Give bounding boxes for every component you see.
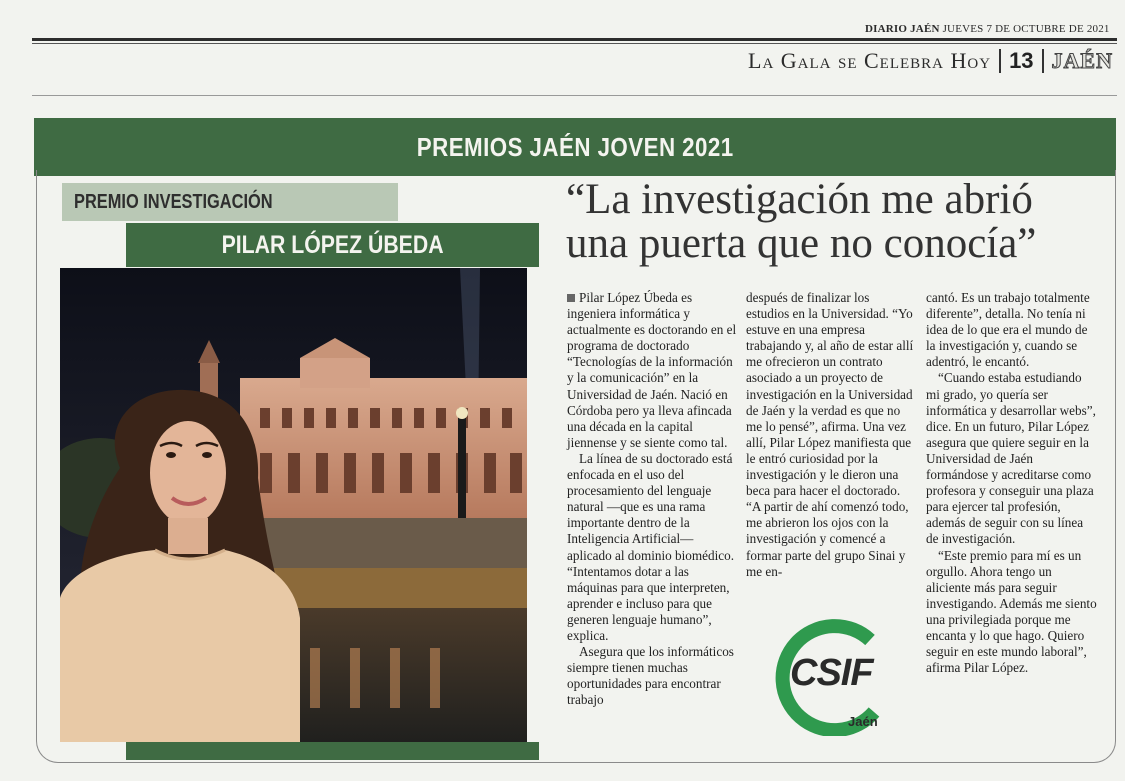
section-title: La Gala se Celebra Hoy — [748, 48, 992, 73]
page-number: 13 — [1009, 48, 1034, 73]
header-bottom-rule — [32, 95, 1117, 96]
paragraph: después de finalizar los estudios en la Universidad. “Yo estuve en una empresa trabajando y, al año de estar allí me ofrecieron un contrato asociado a un proyecto de investigación en la Universidad de Jaén y la verdad es que no me lo pensé”, afirma. Una vez allí, Pilar López manifiesta que le entró curiosidad por la investigación y le dieron una beca para hacer el doctorado. “A partir de ahí comenzó todo, me abrieron los ojos con la investigación y comencé a formar parte del grupo Sinai y me en- — [746, 290, 914, 579]
award-category: PREMIO INVESTIGACIÓN — [74, 190, 273, 213]
section-header — [748, 48, 1113, 74]
lead-square-icon — [567, 294, 575, 302]
portrait-photo — [60, 268, 527, 742]
award-category-label — [62, 183, 398, 221]
photo-illustration — [60, 268, 527, 742]
paragraph: “Este premio para mí es un orgullo. Ahora tengo un aliciente más para seguir investigando. Además me siento una privilegiada porque me encanta y lo que hago. Quiero seguir en este mundo laboral”, afirma Pilar López. — [926, 547, 1097, 676]
masthead-rule-thin — [32, 43, 1117, 44]
banner-title: PREMIOS JAÉN JOVEN 2021 — [416, 131, 734, 162]
paragraph: Asegura que los informáticos siempre tienen muchas oportunidades para encontrar trabajo — [567, 644, 734, 708]
winner-name: PILAR LÓPEZ ÚBEDA — [221, 230, 444, 259]
masthead-dateline — [865, 23, 1110, 35]
logo-subtitle: Jaén — [848, 714, 878, 729]
logo-name: CSIF — [790, 652, 873, 694]
csif-logo — [762, 618, 892, 736]
article-column-3 — [926, 290, 1098, 676]
paragraph — [567, 290, 737, 451]
paragraph: “Cuando estaba estudiando mi grado, yo quería ser informática y desarrollar webs”, dice. En un futuro, Pilar López asegura que quiere seguir en la Universidad de Jaén formándose y acreditarse como profesora y conseguir una plaza para ejercer tal profesión, además de seguir con su línea de investigación. — [926, 370, 1096, 547]
winner-name-label — [126, 223, 539, 267]
awards-banner — [34, 118, 1116, 176]
masthead-rule — [32, 38, 1117, 41]
paper-name: DIARIO JAÉN — [865, 23, 940, 35]
headline: “La investigación me abrió una puerta que no conocía” — [566, 176, 1037, 267]
divider — [999, 49, 1001, 73]
issue-date: JUEVES 7 DE OCTUBRE DE 2021 — [942, 23, 1110, 35]
article-column-1 — [567, 290, 737, 708]
paragraph-text: Pilar López Úbeda es ingeniera informática y actualmente es doctorando en el programa de doctorado “Tecnologías de la información y la comunicación” en la Universidad de Jaén. Nació en Córdoba pero ya lleva afincada una década en la capital jiennense y se siente como tal. — [567, 290, 737, 450]
photo-caption-bar — [126, 742, 539, 760]
divider — [1042, 49, 1044, 73]
section-name: JAÉN — [1051, 48, 1113, 73]
paragraph: La línea de su doctorado está enfocada en el uso del procesamiento del lenguaje natural —que es una rama importante dentro de la Inteligencia Artificial— aplicado al dominio biomédico. “Intentamos dotar a las máquinas para que interpreten, aprender e incluso para que generen lenguaje humano”, explica. — [567, 450, 735, 643]
paragraph: cantó. Es un trabajo totalmente diferente”, detalla. No tenía ni idea de lo que era el mundo de la investigación y, cuando se adentró, le encantó. — [926, 290, 1090, 370]
article-column-2 — [746, 290, 914, 580]
